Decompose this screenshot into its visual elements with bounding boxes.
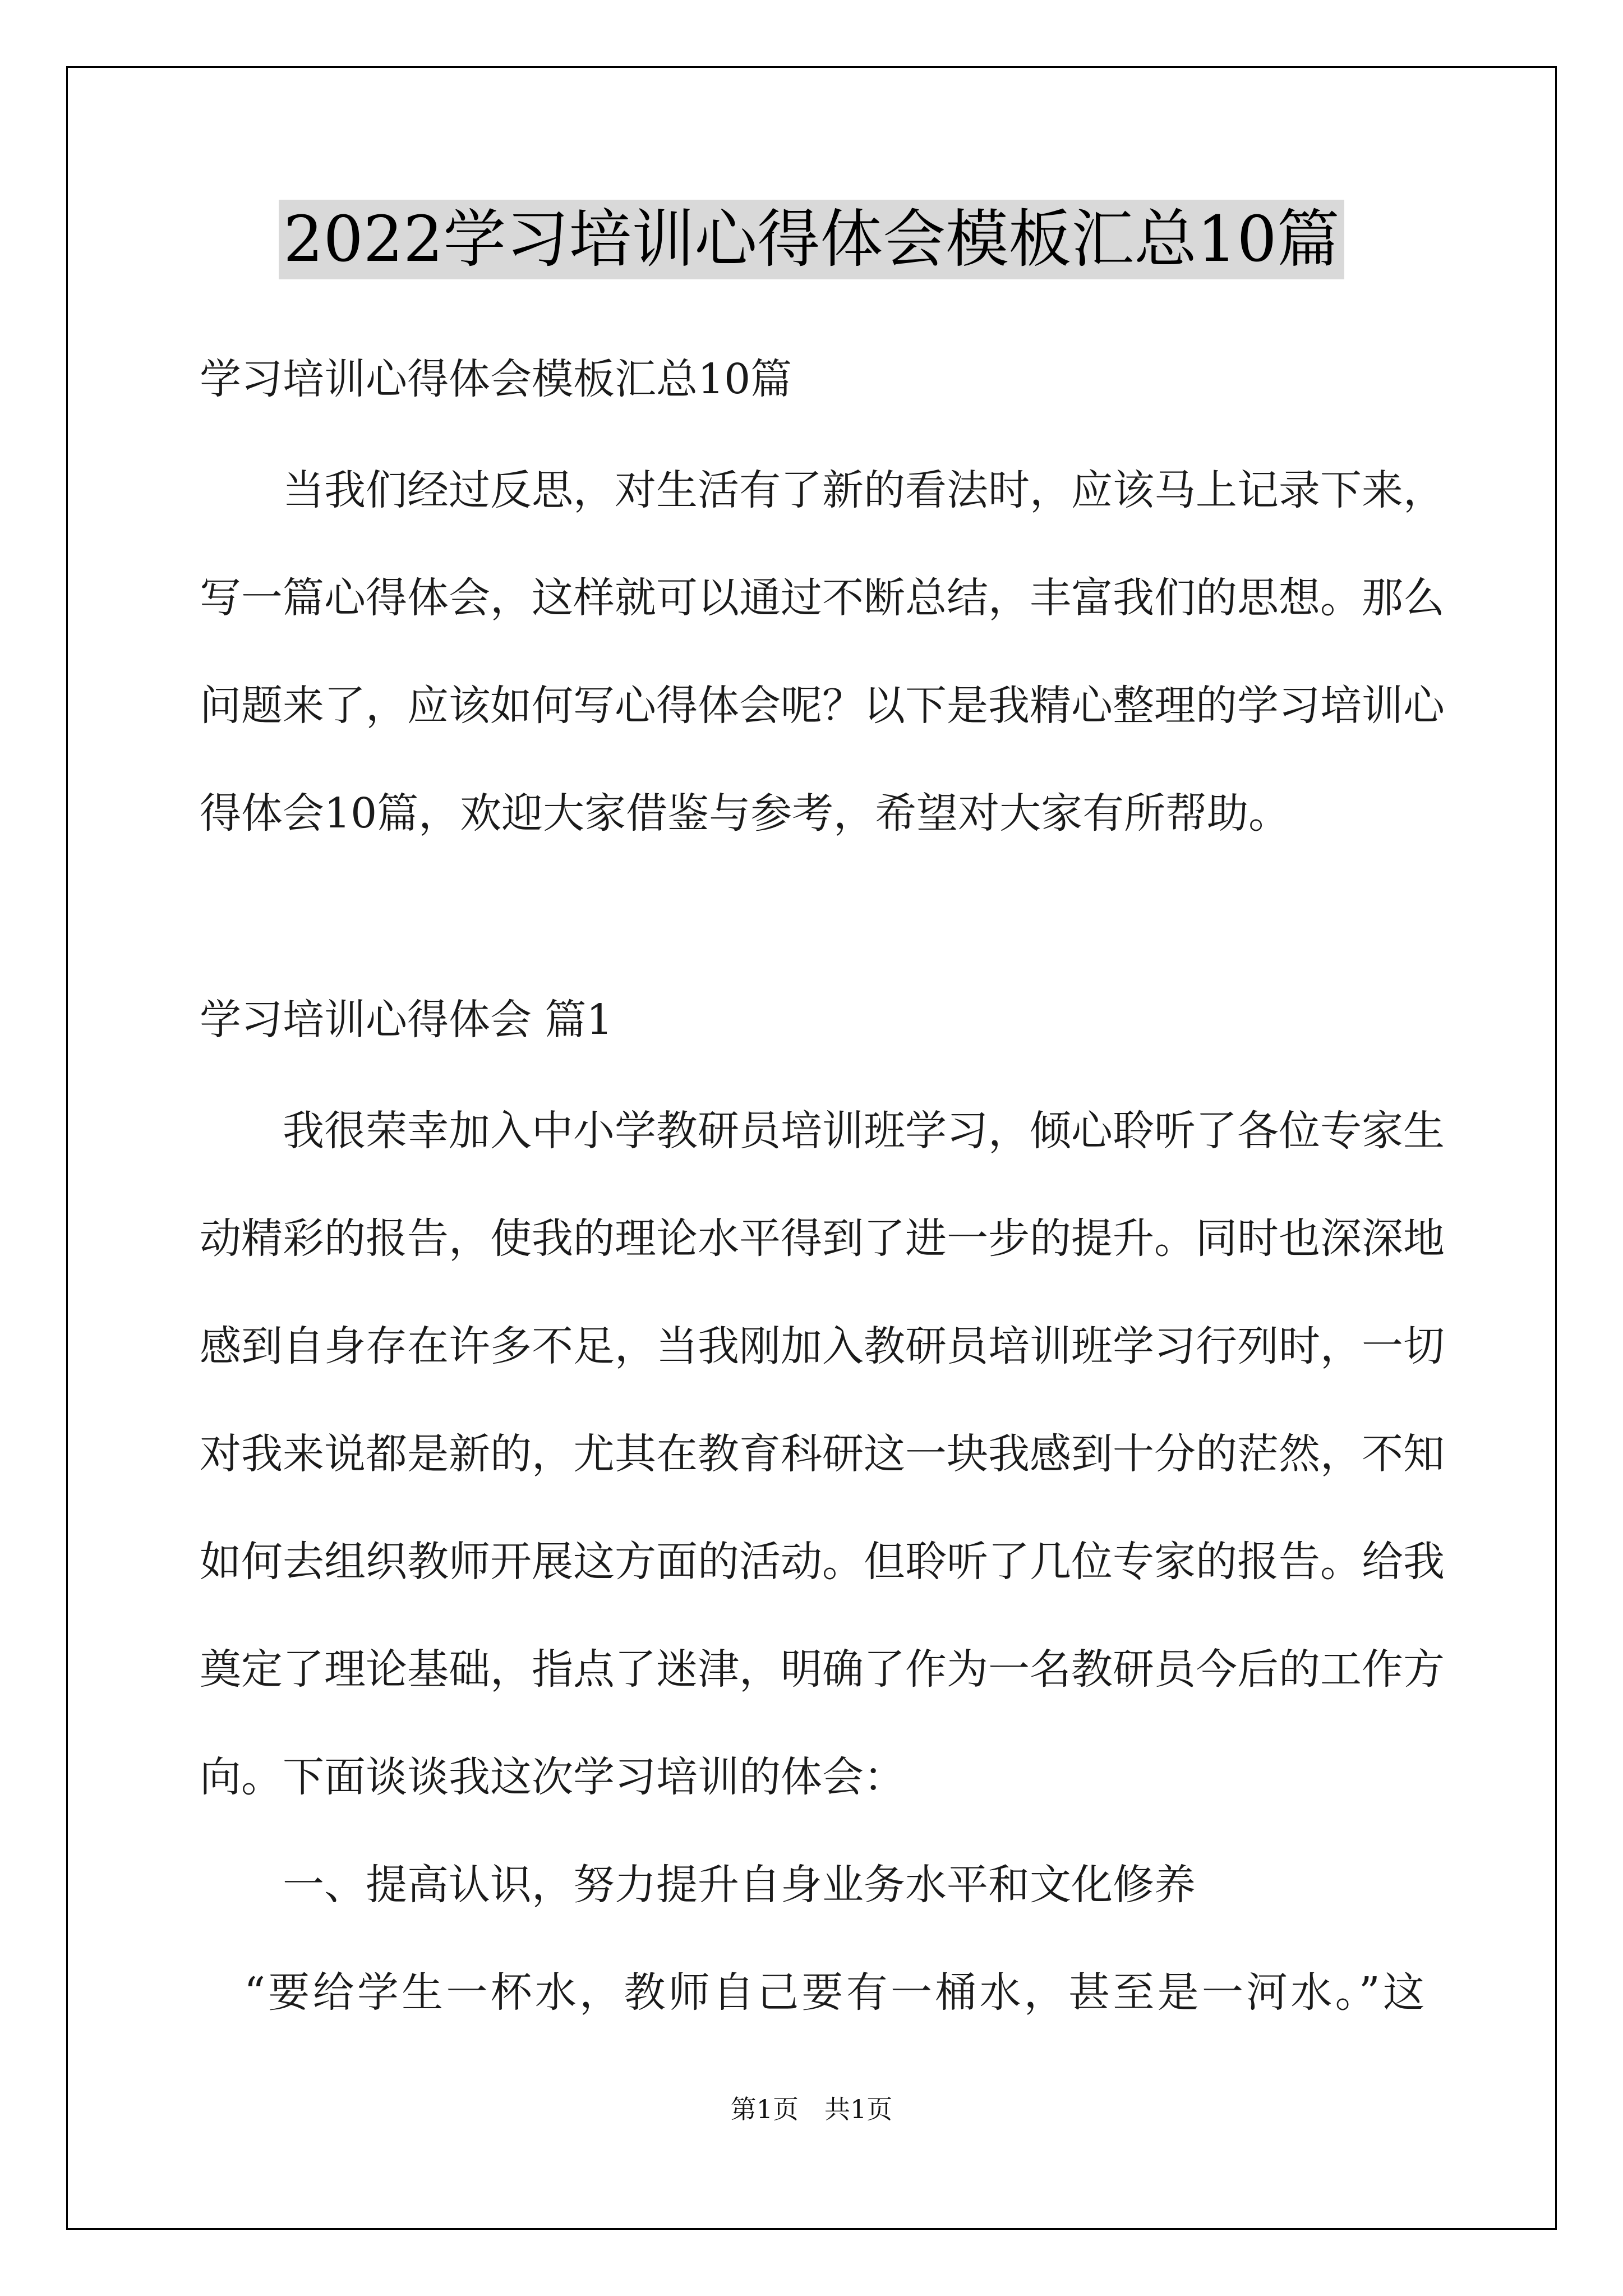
- page-footer: 第1页 共1页: [730, 2094, 893, 2124]
- section-line-4: 对我来说都是新的，尤其在教育科研这一块我感到十分的茫然，不知: [200, 1430, 1445, 1478]
- intro-line-2: 写一篇心得体会，这样就可以通过不断总结，丰富我们的思想。那么: [200, 574, 1445, 622]
- section-line-2: 动精彩的报告，使我的理论水平得到了进一步的提升。同时也深深地: [200, 1214, 1445, 1263]
- document-title: 2022学习培训心得体会模板汇总10篇: [279, 200, 1344, 279]
- intro-line-3: 问题来了，应该如何写心得体会呢？以下是我精心整理的学习培训心: [200, 682, 1445, 730]
- section-line-3: 感到自身存在许多不足，当我刚加入教研员培训班学习行列时，一切: [200, 1322, 1445, 1370]
- section-line-8: 一、提高认识，努力提升自身业务水平和文化修养: [200, 1861, 1196, 1909]
- section-line-1: 我很荣幸加入中小学教研员培训班学习，倾心聆听了各位专家生: [200, 1107, 1445, 1155]
- section-line-6: 奠定了理论基础，指点了迷津，明确了作为一名教研员今后的工作方: [200, 1645, 1445, 1694]
- section-line-9: “要给学生一杯水，教师自己要有一桶水，甚至是一河水。”这: [200, 1968, 1424, 2017]
- document-subtitle: 学习培训心得体会模板汇总10篇: [200, 355, 792, 403]
- section-heading: 学习培训心得体会 篇1: [200, 996, 613, 1044]
- intro-line-4: 得体会10篇，欢迎大家借鉴与参考，希望对大家有所帮助。: [200, 789, 1290, 838]
- section-line-5: 如何去组织教师开展这方面的活动。但聆听了几位专家的报告。给我: [200, 1538, 1445, 1586]
- section-line-7: 向。下面谈谈我这次学习培训的体会：: [200, 1753, 905, 1801]
- intro-line-1: 当我们经过反思，对生活有了新的看法时，应该马上记录下来，: [200, 466, 1445, 514]
- title-container: [0, 200, 1623, 279]
